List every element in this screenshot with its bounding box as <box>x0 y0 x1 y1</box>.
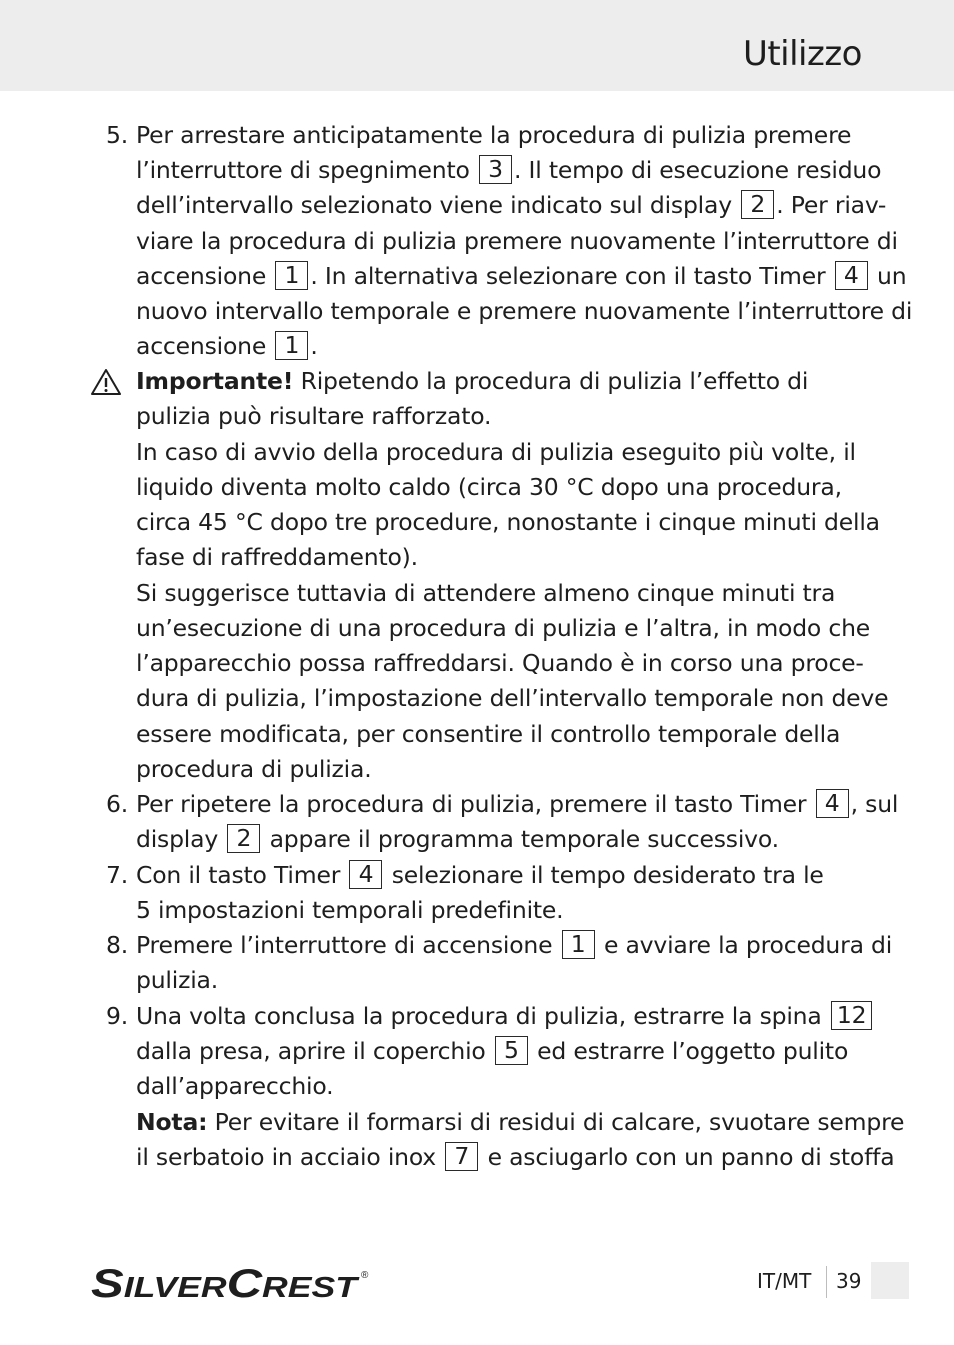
step-9-line-3: dall’apparecchio. <box>136 1072 334 1100</box>
warning-line-8: un’esecuzione di una procedura di pulizia e l’altra, in modo che <box>136 614 871 642</box>
step-number-6: 6. <box>106 790 129 818</box>
ref-number: 4 <box>816 789 849 818</box>
ref-number: 1 <box>275 331 308 360</box>
silvercrest-logo <box>91 1262 373 1304</box>
warning-line-9: l’apparecchio possa raffreddarsi. Quando è in corso una proce- <box>136 649 864 677</box>
ref-number: 1 <box>275 261 308 290</box>
step-number-7: 7. <box>106 861 129 889</box>
step-number-5: 5. <box>106 121 129 149</box>
page-number: 39 <box>836 1269 862 1293</box>
step-5-line-2: l’interruttore di spegnimento 3 . Il tempo di esecuzione residuo <box>136 155 882 184</box>
step-5-line-7: accensione 1 . <box>136 331 318 360</box>
step-6-line-2: display 2 appare il programma temporale successivo. <box>136 824 779 853</box>
step-9-line-2: dalla presa, aprire il coperchio 5 ed estrarre l’oggetto pulito <box>136 1036 849 1065</box>
step-5-line-3: dell’intervallo selezionato viene indicato sul display 2 . Per riav- <box>136 190 887 219</box>
ref-number: 4 <box>349 860 382 889</box>
step-5-line-5: accensione 1 . In alternativa selezionare con il tasto Timer 4 un <box>136 261 907 290</box>
warning-triangle-icon <box>90 368 122 396</box>
warning-line-10: dura di pulizia, l’impostazione dell’intervallo temporale non deve <box>136 684 889 712</box>
warning-label: Importante! <box>136 367 294 395</box>
svg-text:®: ® <box>361 1270 369 1281</box>
step-9-line-1: Una volta conclusa la procedura di pulizia, estrarre la spina 12 <box>136 999 874 1034</box>
ref-number: 2 <box>227 824 260 853</box>
step-8-line-1: Premere l’interruttore di accensione 1 e avviare la procedura di <box>136 930 893 959</box>
step-9-note-line-1: Nota: Per evitare il formarsi di residui di calcare, svuotare sempre <box>136 1108 905 1136</box>
step-8-line-2: pulizia. <box>136 966 219 994</box>
ref-number: 5 <box>495 1036 528 1065</box>
step-number-8: 8. <box>106 931 129 959</box>
svg-text:SILVERCREST: S ILVER C REST <box>91 1262 340 1304</box>
step-6-line-1: Per ripetere la procedura di pulizia, premere il tasto Timer 4 , sul <box>136 789 899 818</box>
warning-line-12: procedura di pulizia. <box>136 755 372 783</box>
step-9-note-line-2: il serbatoio in acciaio inox 7 e asciugarlo con un panno di stoffa <box>136 1142 895 1171</box>
ref-number: 3 <box>479 155 512 184</box>
warning-line-7: Si suggerisce tuttavia di attendere almeno cinque minuti tra <box>136 579 836 607</box>
warning-line-1: Importante! Ripetendo la procedura di pulizia l’effetto di <box>136 367 809 395</box>
step-5-line-6: nuovo intervallo temporale e premere nuovamente l’interruttore di <box>136 297 913 325</box>
warning-line-11: essere modificata, per consentire il controllo temporale della <box>136 720 841 748</box>
step-number-9: 9. <box>106 1002 129 1030</box>
footer-tab-marker <box>871 1262 909 1299</box>
ref-number: 2 <box>741 190 774 219</box>
ref-number: 4 <box>835 261 868 290</box>
step-7-line-2: 5 impostazioni temporali predefinite. <box>136 896 564 924</box>
step-5-line-1: Per arrestare anticipatamente la procedura di pulizia premere <box>136 121 852 149</box>
step-5-line-4: viare la procedura di pulizia premere nuovamente l’interruttore di <box>136 227 898 255</box>
ref-number: 12 <box>831 1001 873 1030</box>
warning-line-4: liquido diventa molto caldo (circa 30 °C dopo una procedura, <box>136 473 842 501</box>
page-title: Utilizzo <box>742 34 862 74</box>
ref-number: 1 <box>562 930 595 959</box>
language-code: IT/MT <box>757 1269 812 1293</box>
footer-divider <box>826 1266 827 1298</box>
ref-number: 7 <box>445 1142 478 1171</box>
warning-line-6: fase di raffreddamento). <box>136 543 418 571</box>
step-7-line-1: Con il tasto Timer 4 selezionare il tempo desiderato tra le <box>136 860 824 889</box>
warning-line-2: pulizia può risultare rafforzato. <box>136 402 492 430</box>
warning-line-3: In caso di avvio della procedura di pulizia eseguito più volte, il <box>136 438 856 466</box>
note-label: Nota: <box>136 1108 208 1136</box>
warning-line-5: circa 45 °C dopo tre procedure, nonostante i cinque minuti della <box>136 508 880 536</box>
